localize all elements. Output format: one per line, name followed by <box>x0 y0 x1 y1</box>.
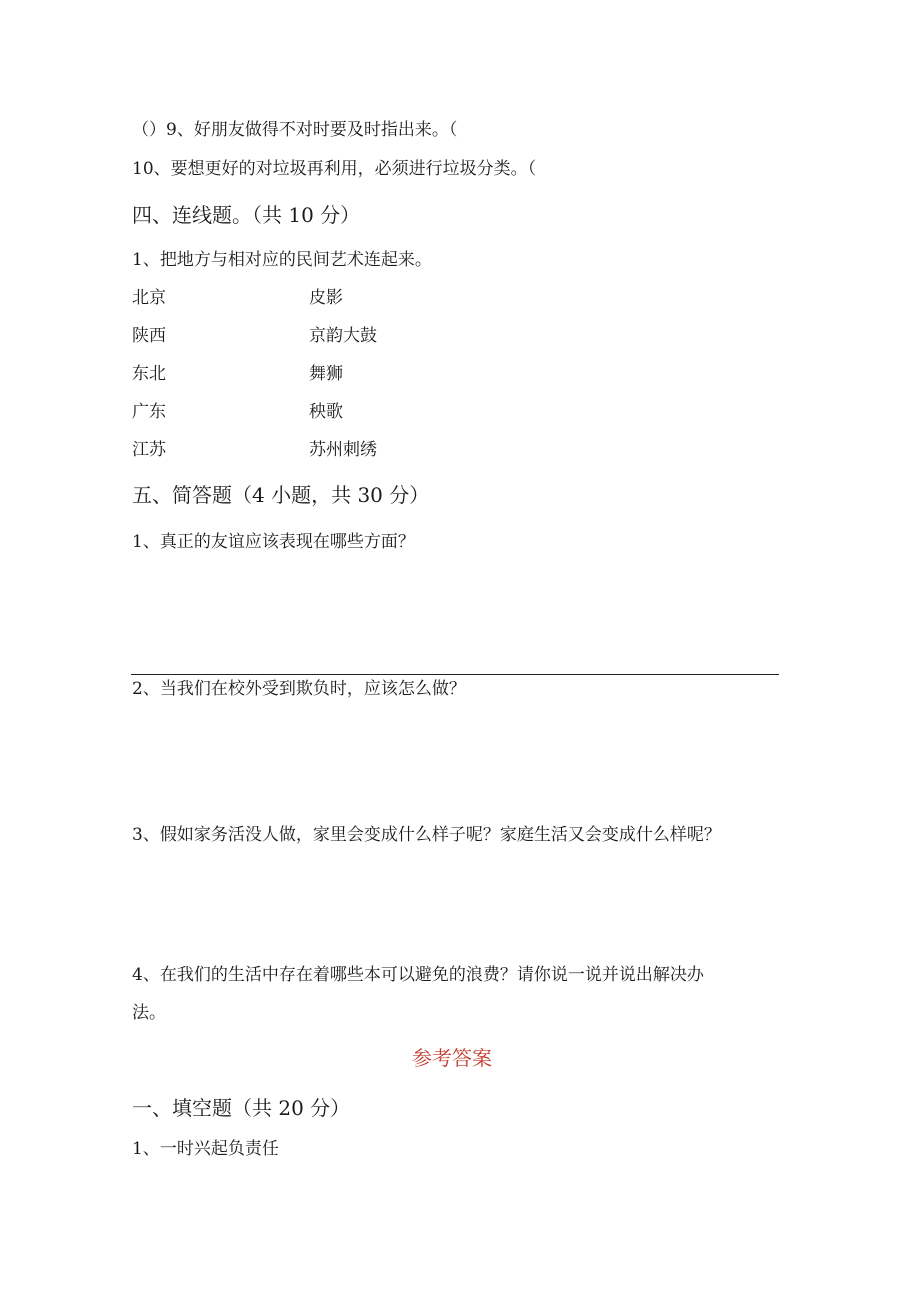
section-4-heading: 四、连线题。（共 10 分） <box>132 203 361 227</box>
section-5-question-4-line-1: 4、在我们的生活中存在着哪些本可以避免的浪费？请你说一说并说出解决办 <box>132 965 704 985</box>
answer-1: 1、一时兴起负责任 <box>132 1139 279 1159</box>
art-item: 舞狮 <box>309 364 343 384</box>
place-item: 江苏 <box>132 440 166 460</box>
section-5-question-3: 3、假如家务活没人做，家里会变成什么样子呢？家庭生活又会变成什么样呢？ <box>132 825 721 845</box>
place-item: 北京 <box>132 288 166 308</box>
place-item: 陕西 <box>132 326 166 346</box>
answer-section-1-heading: 一、填空题（共 20 分） <box>132 1096 351 1120</box>
true-false-item-9: （）9、好朋友做得不对时要及时指出来。（ <box>132 120 458 140</box>
art-item: 秧歌 <box>309 402 343 422</box>
art-item: 皮影 <box>309 288 343 308</box>
true-false-item-10: 10、要想更好的对垃圾再利用，必须进行垃圾分类。（ <box>132 159 537 179</box>
answer-divider <box>131 674 779 675</box>
section-5-question-2: 2、当我们在校外受到欺负时，应该怎么做？ <box>132 679 466 699</box>
section-5-question-1: 1、真正的友谊应该表现在哪些方面？ <box>132 532 415 552</box>
place-item: 广东 <box>132 402 166 422</box>
section-5-heading: 五、简答题（4 小题，共 30 分） <box>132 483 430 507</box>
art-item: 京韵大鼓 <box>309 326 377 346</box>
section-4-question-1: 1、把地方与相对应的民间艺术连起来。 <box>132 250 432 270</box>
answer-key-title: 参考答案 <box>412 1046 492 1070</box>
art-item: 苏州刺绣 <box>309 440 377 460</box>
section-5-question-4-line-2: 法。 <box>132 1003 166 1023</box>
place-item: 东北 <box>132 364 166 384</box>
